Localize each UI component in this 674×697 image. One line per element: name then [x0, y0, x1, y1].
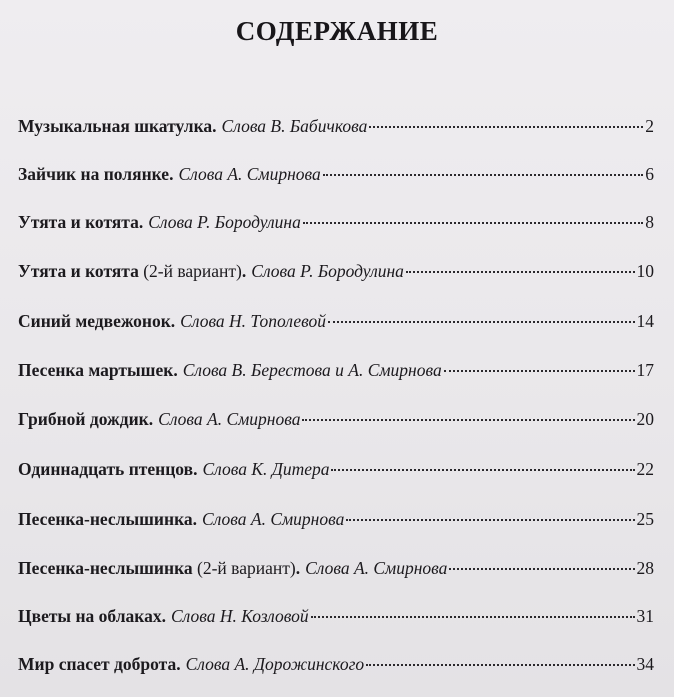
song-title: Грибной дождик — [18, 409, 149, 429]
song-authors: Слова В. Бабичкова — [221, 116, 368, 136]
page-number: 8 — [645, 212, 654, 232]
toc-entry: Утята и котята . Слова Р. Бородулина 8 — [18, 209, 654, 235]
page-number: 34 — [636, 654, 654, 674]
song-authors: Слова А. Смирнова — [178, 164, 321, 184]
dot-leader — [366, 664, 634, 666]
dot-leader — [346, 519, 634, 521]
toc-entry: Песенка-неслышинка . Слова А. Смирнова 25 — [18, 506, 654, 532]
toc-entry: Музыкальная шкатулка . Слова В. Бабичкова 2 — [18, 113, 654, 139]
toc-entry: Зайчик на полянке . Слова А. Смирнова 6 — [18, 161, 654, 187]
song-authors: Слова К. Дитера — [202, 459, 330, 479]
dot-leader — [328, 321, 634, 323]
page-number: 2 — [645, 116, 654, 136]
dot-leader — [323, 174, 643, 176]
song-title: Цветы на облаках — [18, 606, 162, 626]
song-authors: Слова А. Дорожинского — [185, 654, 365, 674]
dot-leader — [406, 271, 635, 273]
dot-leader — [311, 616, 635, 618]
page-number: 10 — [636, 261, 654, 281]
page-number: 28 — [636, 558, 654, 578]
song-title: Песенка-неслышинка — [18, 558, 193, 578]
song-title: Синий медвежонок — [18, 311, 171, 331]
song-variant: (2-й вариант) — [197, 558, 296, 578]
page-title: СОДЕРЖАНИЕ — [235, 16, 439, 46]
song-title: Одиннадцать птенцов — [18, 459, 194, 479]
dot-leader — [369, 126, 643, 128]
toc-entry: Мир спасет доброта . Слова А. Дорожинского 34 — [18, 651, 654, 677]
page-number: 22 — [636, 459, 654, 479]
song-authors: Слова А. Смирнова — [202, 509, 345, 529]
song-authors: Слова А. Смирнова — [305, 558, 448, 578]
page-number: 6 — [645, 164, 654, 184]
toc-entry: Утята и котята (2-й вариант) . Слова Р. Бородулина 10 — [18, 258, 654, 284]
song-title: Утята и котята — [18, 261, 139, 281]
page-number: 31 — [636, 606, 654, 626]
toc-entry: Цветы на облаках . Слова Н. Козловой 31 — [18, 603, 654, 629]
song-variant: (2-й вариант) — [143, 261, 242, 281]
toc-entry: Грибной дождик . Слова А. Смирнова 20 — [18, 406, 654, 432]
song-title: Зайчик на полянке — [18, 164, 170, 184]
song-authors: Слова А. Смирнова — [158, 409, 301, 429]
song-authors: Слова Н. Козловой — [171, 606, 309, 626]
song-authors: Слова В. Берестова и А. Смирнова — [182, 360, 442, 380]
dot-leader — [302, 419, 634, 421]
song-title: Музыкальная шкатулка — [18, 116, 213, 136]
song-title: Утята и котята — [18, 212, 139, 232]
page-number: 20 — [636, 409, 654, 429]
song-authors: Слова Н. Тополевой — [180, 311, 327, 331]
page-number: 14 — [636, 311, 654, 331]
dot-leader — [303, 222, 643, 224]
page-number: 25 — [636, 509, 654, 529]
toc-entry: Песенка-неслышинка (2-й вариант) . Слова А. Смирнова 28 — [18, 555, 654, 581]
toc-entry: Песенка мартышек . Слова В. Берестова и А. Смирнова 17 — [18, 357, 654, 383]
toc-entry: Синий медвежонок . Слова Н. Тополевой 14 — [18, 308, 654, 334]
song-title: Песенка-неслышинка — [18, 509, 193, 529]
dot-leader — [444, 370, 635, 372]
song-title: Песенка мартышек — [18, 360, 174, 380]
dot-leader — [331, 469, 634, 471]
song-authors: Слова Р. Бородулина — [251, 261, 404, 281]
toc-entry: Одиннадцать птенцов . Слова К. Дитера 22 — [18, 456, 654, 482]
page-number: 17 — [636, 360, 654, 380]
dot-leader — [449, 568, 634, 570]
song-authors: Слова Р. Бородулина — [148, 212, 301, 232]
song-title: Мир спасет доброта — [18, 654, 177, 674]
